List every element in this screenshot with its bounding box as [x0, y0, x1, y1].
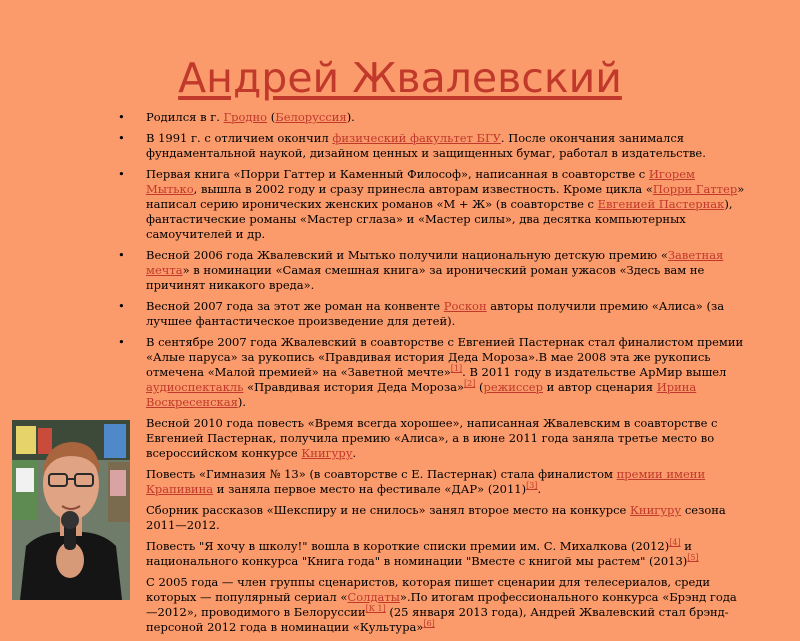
bio-text: сезона 2011—2012.: [146, 503, 726, 532]
footnote-link[interactable]: [6]: [423, 619, 435, 629]
bio-text: Родился в г.: [146, 110, 224, 124]
wiki-link[interactable]: физический факультет БГУ: [332, 131, 501, 145]
footnote-marker: [526, 481, 537, 490]
bio-text: и заняла первое место на фестивале «ДАР» (2011): [213, 482, 527, 496]
bio-item: [118, 467, 748, 497]
bio-text: (25 января 2013 года), Андрей Жвалевский стал брэнд-персоной 2012 года в номинации «Культура»: [146, 605, 729, 634]
bio-item: [118, 248, 748, 293]
wiki-link[interactable]: режиссер: [483, 380, 543, 394]
wiki-link[interactable]: Порри Гаттер: [652, 182, 738, 196]
page-title: Андрей Жвалевский: [178, 54, 622, 102]
bio-text: ).: [346, 110, 355, 124]
bio-text: Первая книга «Порри Гаттер и Каменный Философ», написанная в соавторстве с: [146, 167, 649, 181]
bio-item: [118, 575, 748, 635]
bullet-icon: •: [118, 248, 125, 262]
bio-text: .: [537, 482, 542, 496]
bio-text: «Правдивая история Деда Мороза»: [243, 380, 464, 394]
wiki-link[interactable]: Книгуру: [301, 446, 353, 460]
bio-text: ).: [237, 395, 246, 409]
bio-text: . В 2011 году в издательстве АрМир вышел: [462, 365, 727, 379]
wiki-link[interactable]: Заветная мечта: [146, 248, 724, 277]
footnote-link[interactable]: [3]: [526, 481, 538, 491]
footnote-marker: [366, 604, 386, 613]
bio-item: [118, 335, 748, 410]
wiki-link[interactable]: премии имени Крапивина: [146, 467, 706, 496]
footnote-marker: [451, 364, 462, 373]
footnote-marker: [669, 538, 680, 547]
wiki-link[interactable]: Евгенией Пастернак: [597, 197, 725, 211]
bio-text: В 1991 г. с отличием окончил: [146, 131, 333, 145]
bio-item: [118, 503, 748, 533]
wiki-link[interactable]: Роскон: [443, 299, 487, 313]
bio-text: и автор сценария: [542, 380, 657, 394]
bio-text: Весной 2007 года за этот же роман на конвенте: [146, 299, 444, 313]
bio-item: [118, 299, 748, 329]
bio-text: , вышла в 2002 году и сразу принесла авторам известность. Кроме цикла «: [193, 182, 653, 196]
footnote-link[interactable]: [2]: [464, 379, 476, 389]
bio-text: (: [475, 380, 484, 394]
author-photo: [12, 420, 130, 600]
biography-list: [118, 110, 748, 635]
footnote-link[interactable]: [4]: [669, 538, 681, 548]
bio-item: [118, 110, 748, 125]
bullet-icon: •: [118, 299, 125, 313]
wiki-link[interactable]: Солдаты: [347, 590, 400, 604]
wiki-link[interactable]: Игорем Мытько: [146, 167, 695, 196]
footnote-marker: [464, 379, 475, 388]
bullet-icon: •: [118, 110, 125, 124]
footnote-link[interactable]: [1]: [450, 364, 463, 374]
footnote-link[interactable]: [К 1]: [365, 604, 386, 614]
bio-text: (: [267, 110, 276, 124]
footnote-marker: [687, 553, 698, 562]
bio-text: Повесть «Гимназия № 13» (в соавторстве с Е. Пастернак) стала финалистом: [146, 467, 617, 481]
wiki-link[interactable]: Гродно: [223, 110, 268, 124]
bio-text: ».По итогам профессионального конкурса «Брэнд года—2012», проводимого в Белоруссии: [146, 590, 737, 619]
bio-text: » написал серию иронических женских романов «М + Ж» (в соавторстве с: [146, 182, 745, 211]
bio-item: [118, 167, 748, 242]
wiki-link[interactable]: Ирина Воскресенская: [146, 380, 697, 409]
bio-text: » в номинации «Самая смешная книга» за иронический роман ужасов «Здесь вам не причинят никакого вреда».: [146, 263, 705, 292]
bio-text: В сентябре 2007 года Жвалевский в соавторстве с Евгенией Пастернак стал финалистом премии «Алые паруса» за рукопись «Правдивая история Деда Мороза».В мае 2008 эта же рукопись отмечена «Малой премией» на «Заветной мечте»: [146, 335, 744, 379]
bullet-icon: •: [118, 131, 125, 145]
footnote-marker: [423, 619, 434, 628]
bio-text: авторы получили премию «Алиса» (за лучшее фантастическое произведение для детей).: [146, 299, 725, 328]
bio-item: [118, 539, 748, 569]
bio-item: [118, 131, 748, 161]
bio-text: С 2005 года — член группы сценаристов, которая пишет сценарии для телесериалов, среди которых — популярный сериал «: [146, 575, 711, 604]
bio-text: и национального конкурса "Книга года" в номинации "Вместе с книгой мы растем" (2013): [146, 539, 692, 568]
bio-text: Повесть "Я хочу в школу!" вошла в короткие списки премии им. С. Михалкова (2012): [146, 539, 670, 553]
biography-content: [118, 110, 748, 641]
bullet-icon: •: [118, 335, 125, 349]
bio-text: .: [352, 446, 357, 460]
bio-text: . После окончания занимался фундаментальной наукой, дизайном ценных и защищенных бумаг, работал в издательстве.: [146, 131, 706, 160]
wiki-link[interactable]: аудиоспектакль: [146, 380, 244, 394]
wiki-link[interactable]: Белоруссия: [275, 110, 347, 124]
bio-text: ), фантастические романы «Мастер сглаза» и «Мастер силы», два десятка компьютерных самоучителей и др.: [146, 197, 733, 241]
footnote-link[interactable]: [5]: [687, 553, 699, 563]
bio-text: Сборник рассказов «Шекспиру и не снилось» занял второе место на конкурсе: [146, 503, 631, 517]
bio-item: [118, 416, 748, 461]
bio-text: Весной 2010 года повесть «Время всегда хорошее», написанная Жвалевским в соавторстве с Евгенией Пастернак, получила премию «Алиса», а в июне 2011 года заняла третье место во всероссийском конкурсе: [146, 416, 718, 460]
portrait-photo-icon: [12, 420, 130, 600]
bullet-icon: •: [118, 167, 125, 181]
wiki-link[interactable]: Книгуру: [630, 503, 682, 517]
bio-text: Весной 2006 года Жвалевский и Мытько получили национальную детскую премию «: [146, 248, 668, 262]
